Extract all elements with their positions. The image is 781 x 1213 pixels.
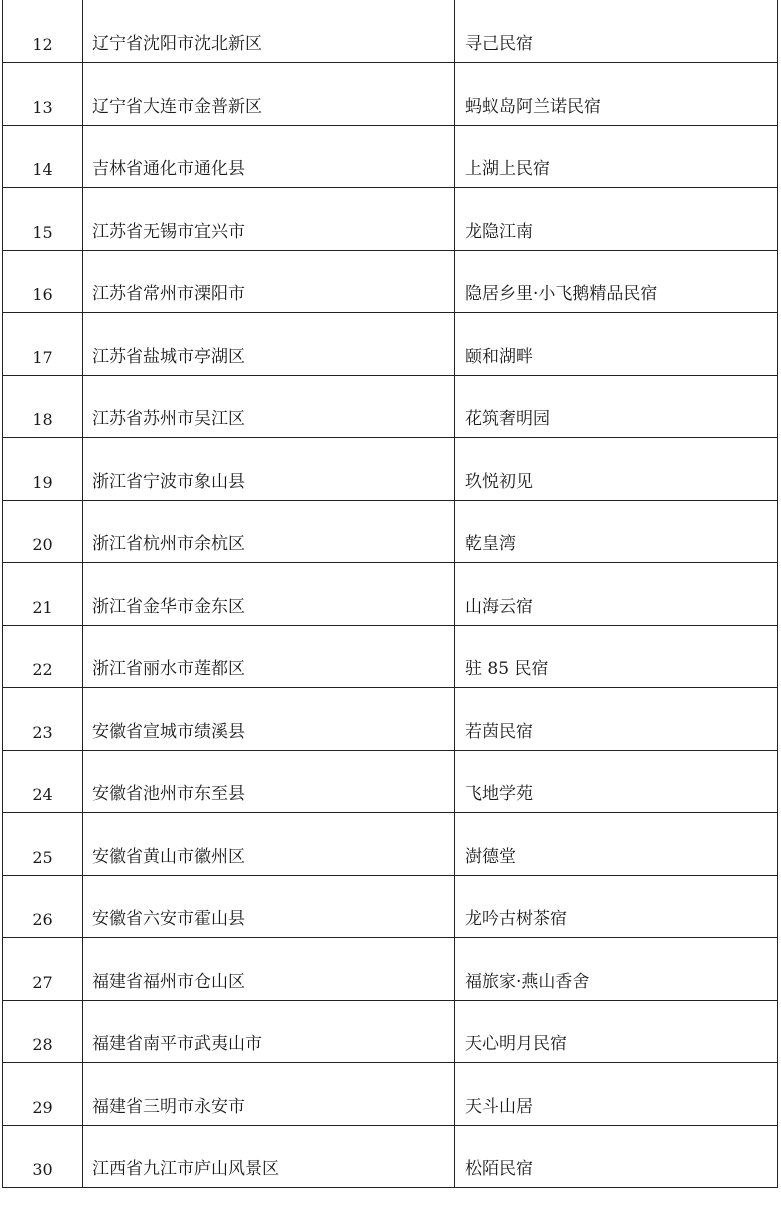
row-location: 浙江省宁波市象山县 bbox=[83, 438, 455, 501]
table-row bbox=[3, 438, 778, 501]
table-row bbox=[3, 1125, 778, 1188]
table-row bbox=[3, 938, 778, 1001]
row-homestay-name: 天斗山居 bbox=[455, 1063, 778, 1126]
row-number: 22 bbox=[3, 625, 83, 688]
row-homestay-name: 玖悦初见 bbox=[455, 438, 778, 501]
row-number: 19 bbox=[3, 438, 83, 501]
row-number: 23 bbox=[3, 688, 83, 751]
row-homestay-name: 天心明月民宿 bbox=[455, 1000, 778, 1063]
row-homestay-name: 飞地学苑 bbox=[455, 750, 778, 813]
row-homestay-name: 寻己民宿 bbox=[455, 0, 778, 63]
row-number: 18 bbox=[3, 375, 83, 438]
row-number: 16 bbox=[3, 250, 83, 313]
row-location: 浙江省金华市金东区 bbox=[83, 563, 455, 626]
row-number: 14 bbox=[3, 125, 83, 188]
row-number: 30 bbox=[3, 1125, 83, 1188]
table-row bbox=[3, 313, 778, 376]
row-homestay-name: 松陌民宿 bbox=[455, 1125, 778, 1188]
row-homestay-name: 上湖上民宿 bbox=[455, 125, 778, 188]
row-number: 26 bbox=[3, 875, 83, 938]
row-location: 安徽省池州市东至县 bbox=[83, 750, 455, 813]
row-location: 浙江省丽水市莲都区 bbox=[83, 625, 455, 688]
row-number: 15 bbox=[3, 188, 83, 251]
table-row bbox=[3, 813, 778, 876]
table-row bbox=[3, 500, 778, 563]
row-homestay-name: 龙吟古树茶宿 bbox=[455, 875, 778, 938]
row-number: 20 bbox=[3, 500, 83, 563]
table-row bbox=[3, 375, 778, 438]
row-location: 安徽省六安市霍山县 bbox=[83, 875, 455, 938]
row-location: 江西省九江市庐山风景区 bbox=[83, 1125, 455, 1188]
table-row bbox=[3, 1063, 778, 1126]
table-row bbox=[3, 125, 778, 188]
table-row bbox=[3, 63, 778, 126]
row-homestay-name: 乾皇湾 bbox=[455, 500, 778, 563]
table-row bbox=[3, 688, 778, 751]
table-row bbox=[3, 188, 778, 251]
row-homestay-name: 花筑奢明园 bbox=[455, 375, 778, 438]
row-number: 28 bbox=[3, 1000, 83, 1063]
row-number: 21 bbox=[3, 563, 83, 626]
table-row bbox=[3, 875, 778, 938]
table-row bbox=[3, 563, 778, 626]
table-row bbox=[3, 750, 778, 813]
row-location: 浙江省杭州市余杭区 bbox=[83, 500, 455, 563]
row-location: 江苏省常州市溧阳市 bbox=[83, 250, 455, 313]
row-number: 25 bbox=[3, 813, 83, 876]
row-number: 27 bbox=[3, 938, 83, 1001]
row-number: 13 bbox=[3, 63, 83, 126]
row-location: 福建省福州市仓山区 bbox=[83, 938, 455, 1001]
row-homestay-name: 澍德堂 bbox=[455, 813, 778, 876]
row-location: 辽宁省沈阳市沈北新区 bbox=[83, 0, 455, 63]
row-location: 江苏省无锡市宜兴市 bbox=[83, 188, 455, 251]
row-location: 吉林省通化市通化县 bbox=[83, 125, 455, 188]
row-location: 江苏省苏州市吴江区 bbox=[83, 375, 455, 438]
table-row bbox=[3, 1000, 778, 1063]
row-homestay-name: 蚂蚁岛阿兰诺民宿 bbox=[455, 63, 778, 126]
row-location: 江苏省盐城市亭湖区 bbox=[83, 313, 455, 376]
row-location: 福建省南平市武夷山市 bbox=[83, 1000, 455, 1063]
row-number: 24 bbox=[3, 750, 83, 813]
table-body bbox=[3, 0, 778, 1188]
row-number: 29 bbox=[3, 1063, 83, 1126]
row-homestay-name: 隐居乡里·小飞鹅精品民宿 bbox=[455, 250, 778, 313]
row-homestay-name: 福旅家·燕山香舍 bbox=[455, 938, 778, 1001]
row-homestay-name: 颐和湖畔 bbox=[455, 313, 778, 376]
row-location: 福建省三明市永安市 bbox=[83, 1063, 455, 1126]
row-homestay-name: 若茵民宿 bbox=[455, 688, 778, 751]
row-location: 安徽省黄山市徽州区 bbox=[83, 813, 455, 876]
row-location: 辽宁省大连市金普新区 bbox=[83, 63, 455, 126]
row-number: 17 bbox=[3, 313, 83, 376]
row-homestay-name: 山海云宿 bbox=[455, 563, 778, 626]
row-number: 12 bbox=[3, 0, 83, 63]
table-row bbox=[3, 250, 778, 313]
row-homestay-name: 驻 85 民宿 bbox=[455, 625, 778, 688]
row-homestay-name: 龙隐江南 bbox=[455, 188, 778, 251]
table-row bbox=[3, 0, 778, 63]
row-location: 安徽省宣城市绩溪县 bbox=[83, 688, 455, 751]
homestay-list-table bbox=[2, 0, 778, 1188]
table-row bbox=[3, 625, 778, 688]
